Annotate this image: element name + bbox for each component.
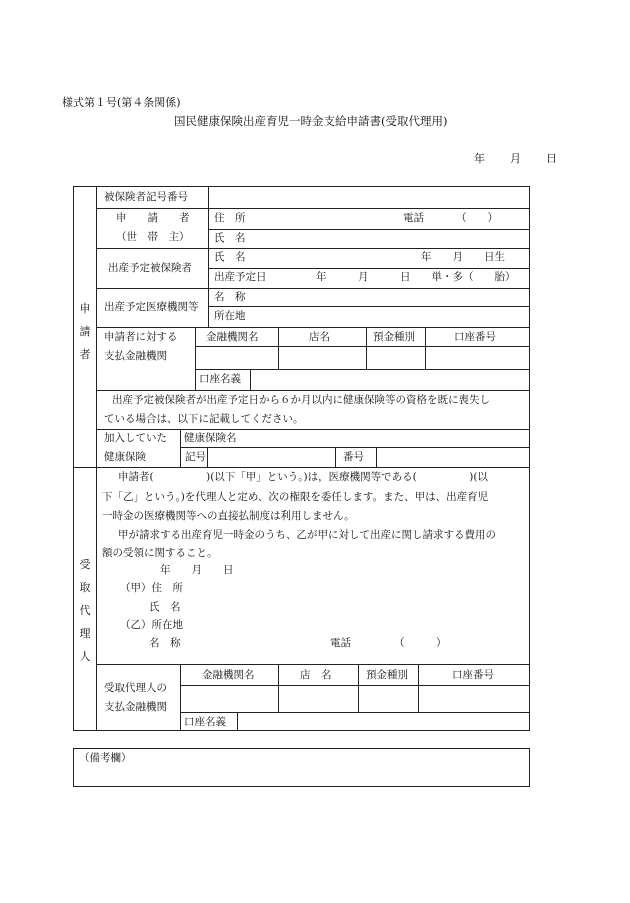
household-head-label: （世 帯 主） [116, 231, 190, 243]
party-a-address: （甲）住 所 [120, 582, 183, 594]
proxy-bank-header-deposit-type: 預金種別 [366, 669, 408, 681]
form-number: 様式第１号(第４条関係) [62, 96, 181, 109]
applicant-bank-label-2: 支払金融機関 [104, 350, 167, 362]
section-divider [73, 467, 530, 468]
due-date-label: 出産予定日 [214, 271, 267, 283]
proxy-bank-header-account-number: 口座番号 [452, 669, 494, 681]
party-b-name: 名 称 [149, 637, 181, 649]
applicant-label: 申 請 者 [116, 212, 190, 224]
proxy-para-line-5: 額の受領に関すること。 [102, 547, 218, 559]
expectant-insured-label: 出産予定被保険者 [108, 262, 192, 274]
applicant-phone-parens: （ ） [456, 212, 498, 224]
date-day: 日 [546, 152, 557, 165]
remarks-label: （備考欄） [79, 752, 132, 764]
facility-name-label: 名 称 [214, 291, 246, 303]
proxy-account-holder-label: 口座名義 [184, 716, 226, 728]
bank-header-institution: 金融機関名 [206, 331, 259, 343]
applicant-address-label: 住 所 [214, 212, 246, 224]
bank-header-account-number: 口座番号 [454, 331, 496, 343]
applicant-name-label: 氏 名 [214, 232, 246, 244]
proxy-bank-label-1: 受取代理人の [104, 682, 167, 694]
notice-line-1: 出産予定被保険者が出産予定日から６か月以内に健康保険等の資格を既に喪失し [112, 394, 490, 406]
birth-date-label: 年 月 日生 [421, 251, 505, 263]
applicant-phone-label: 電話 [403, 212, 424, 224]
proxy-para-line-2: 下「乙」という。)を代理人と定め、次の権限を委任します。また、甲は、出産育児 [102, 491, 489, 503]
party-b-phone-parens: （ ） [394, 637, 447, 649]
applicant-bank-label-1: 申請者に対する [104, 331, 178, 343]
proxy-date-line: 年 月 日 [160, 564, 234, 576]
facility-location-label: 所在地 [214, 310, 246, 322]
party-b-phone-label: 電話 [330, 637, 351, 649]
proxy-bank-header-institution: 金融機関名 [202, 669, 255, 681]
bank-header-deposit-type: 預金種別 [373, 331, 415, 343]
proxy-para-line-1: 申請者( )(以下「甲」という。)は，医療機関等である( )(以 [118, 471, 488, 483]
proxy-bank-label-2: 支払金融機関 [104, 701, 167, 713]
proxy-para-line-3: 一時金の医療機関等への直接払制度は利用しません。 [102, 510, 355, 522]
prior-insurance-label-1: 加入していた [104, 432, 167, 444]
party-b-location: （乙）所在地 [120, 619, 183, 631]
due-date-units: 年 月 日 単・多（ 胎） [316, 271, 516, 283]
notice-line-2: ている場合は、以下に記載してください。 [104, 413, 304, 425]
applicant-side-label: 申請者 [79, 302, 91, 361]
party-a-name: 氏 名 [149, 601, 181, 613]
insured-number-label: 被保険者記号番号 [104, 191, 188, 203]
symbol-label: 記号 [185, 451, 206, 463]
bank-header-branch: 店名 [309, 331, 330, 343]
expectant-name-label: 氏 名 [214, 251, 246, 263]
proxy-bank-header-branch: 店 名 [300, 669, 332, 681]
facility-label: 出産予定医療機関等 [104, 301, 199, 313]
applicant-account-holder-label: 口座名義 [199, 373, 241, 385]
proxy-para-line-4: 甲が請求する出産育児一時金のうち、乙が甲に対して出産に関し請求する費用の [118, 529, 496, 541]
proxy-side-label: 受取代理人 [79, 558, 91, 663]
form-title: 国民健康保険出産育児一時金支給申請書(受取代理用) [174, 114, 448, 128]
date-month: 月 [510, 152, 521, 165]
insurer-name-label: 健康保険名 [184, 432, 237, 444]
prior-insurance-label-2: 健康保険 [104, 451, 146, 463]
date-year: 年 [474, 152, 485, 165]
number-label: 番号 [343, 451, 364, 463]
remarks-box [73, 748, 530, 787]
